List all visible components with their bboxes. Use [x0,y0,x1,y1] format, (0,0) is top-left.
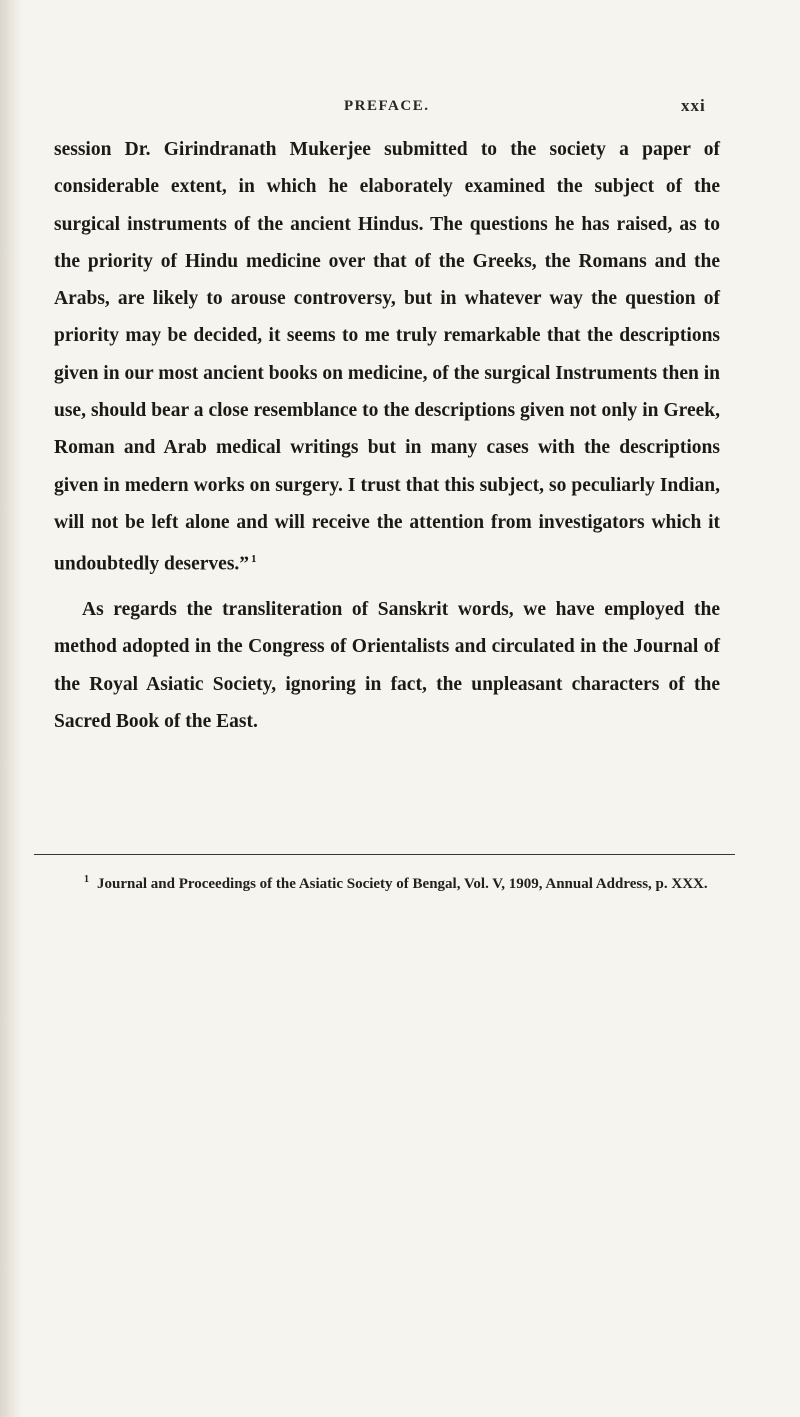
running-title: PREFACE. [344,98,430,114]
footnote-rule [34,854,735,855]
paragraph-transliteration: As regards the transliteration of Sanskrit words, we have employed the method adopted in the Congress of Orientalists and circulated in the Journal of the Royal Asiatic Society, ignoring in fact, the unpleasant characters of the Sacred Book of the East. [54,599,720,732]
footnote-reference: 1 [251,553,257,566]
paragraph-quotation [54,131,720,583]
page-number: xxi [681,96,706,115]
running-head [0,98,800,128]
footnote-marker: 1 [84,874,89,885]
body-text [54,131,720,740]
page-edge-shadow [0,0,22,1417]
footnote [56,866,720,898]
paragraph-quotation-text: session Dr. Girindranath Mukerjee submitted to the society a paper of considerable extent, in which he elaborately examined the subject of the surgical instruments of the ancient Hindus. The questions he has raised, as to the priority of Hindu medicine over that of the Greeks, the Romans and the Arabs, are likely to arouse controversy, but in whatever way the question of priority may be decided, it seems to me truly remarkable that the descriptions given in our most ancient books on medicine, of the surgical Instruments then in use, should bear a close resemblance to the descriptions given not only in Greek, Roman and Arab medical writings but in many cases with the descriptions given in medern works on surgery. I trust that this subject, so peculiarly Indian, will not be left alone and will receive the attention from investigators which it undoubtedly deserves.” [54,139,720,575]
footnote-text: Journal and Proceedings of the Asiatic Society of Bengal, Vol. V, 1909, Annual Address, p. XXX. [97,876,708,892]
